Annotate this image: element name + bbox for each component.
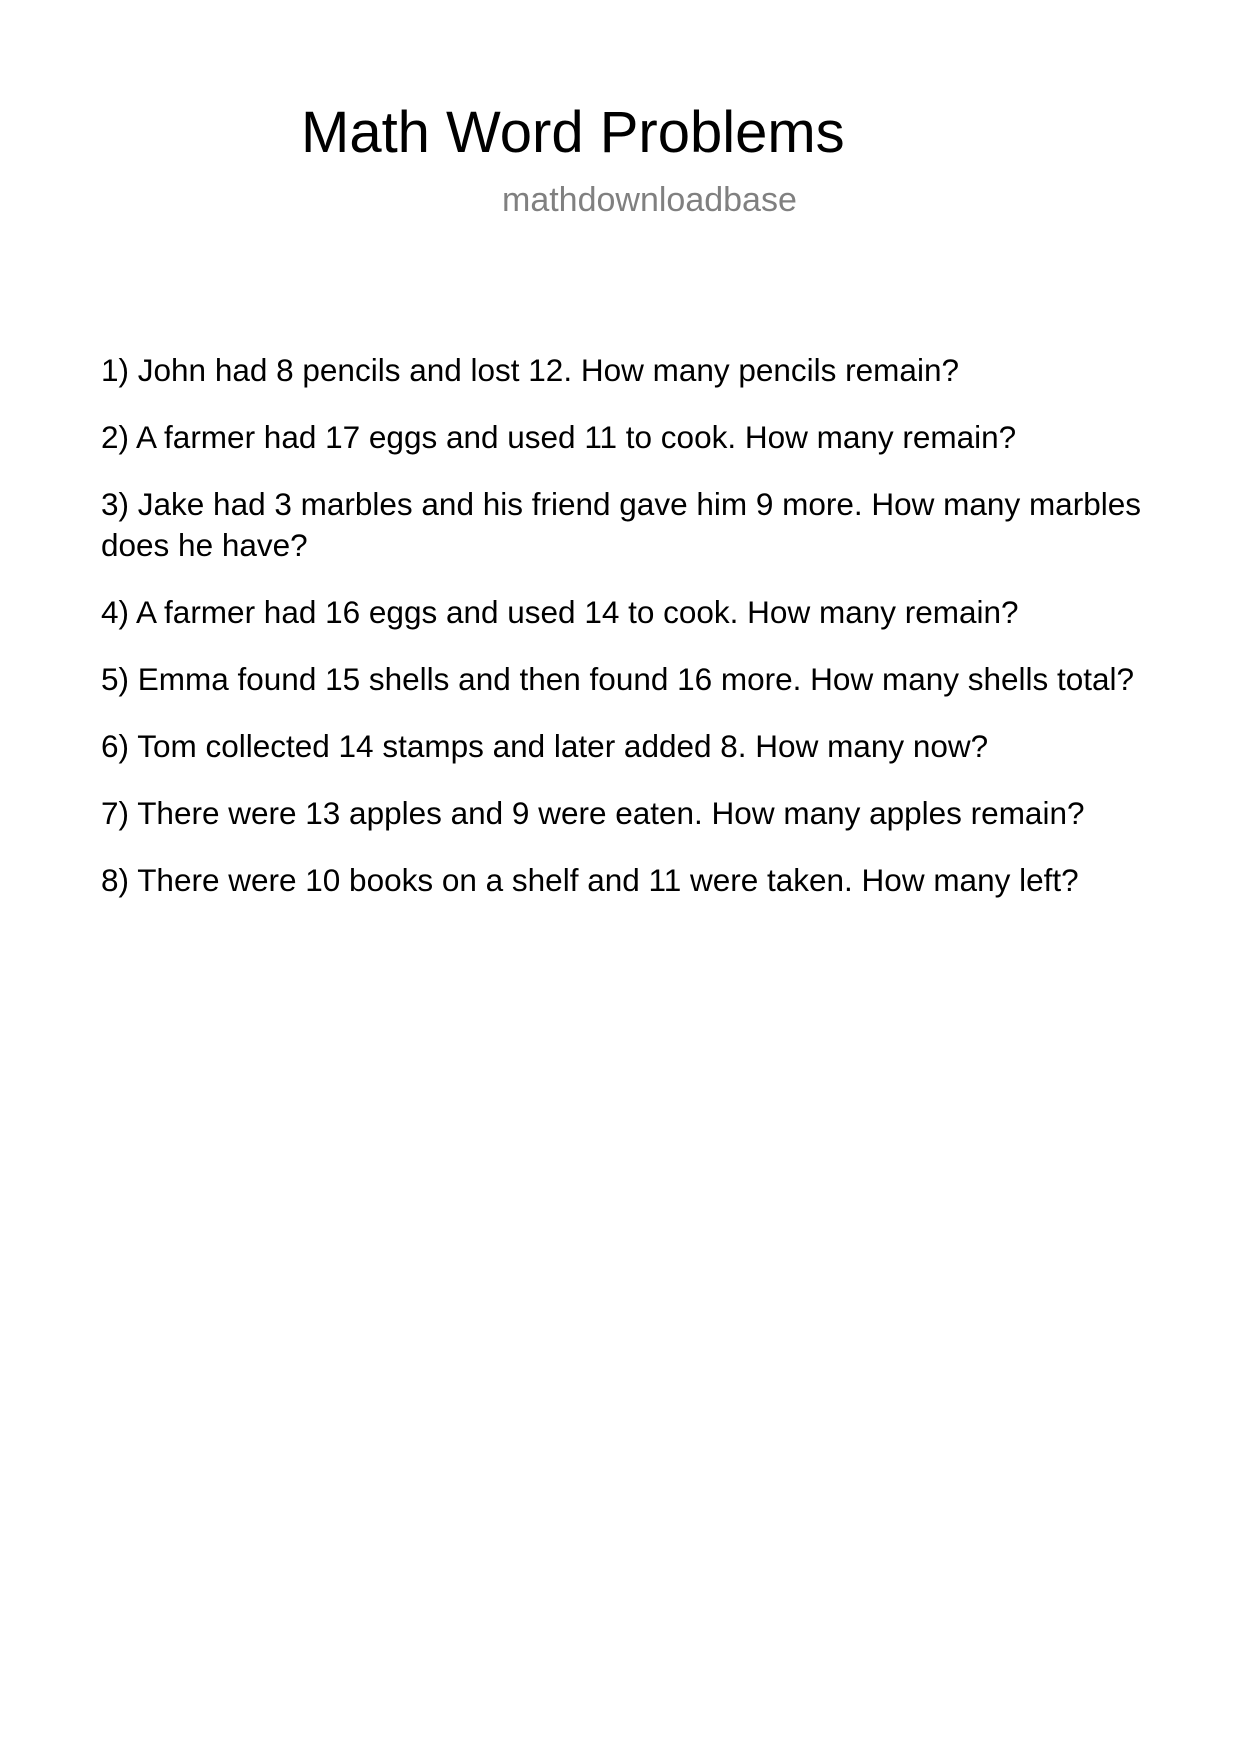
page-title: Math Word Problems: [301, 100, 845, 165]
problem-item: 5) Emma found 15 shells and then found 16 more. How many shells total?: [101, 661, 1135, 697]
problem-item: 2) A farmer had 17 eggs and used 11 to cook. How many remain?: [101, 419, 1017, 455]
problem-item: 7) There were 13 apples and 9 were eaten. How many apples remain?: [101, 795, 1085, 831]
problem-item: 1) John had 8 pencils and lost 12. How many pencils remain?: [101, 352, 959, 388]
problem-item: 3) Jake had 3 marbles and his friend gave him 9 more. How many marbles does he have?: [101, 486, 1141, 563]
problem-list: [101, 350, 1141, 927]
problem-item: 8) There were 10 books on a shelf and 11 were taken. How many left?: [101, 862, 1079, 898]
source-subtitle: mathdownloadbase: [502, 181, 797, 219]
problem-item: 4) A farmer had 16 eggs and used 14 to cook. How many remain?: [101, 594, 1019, 630]
problem-item: 6) Tom collected 14 stamps and later added 8. How many now?: [101, 728, 989, 764]
